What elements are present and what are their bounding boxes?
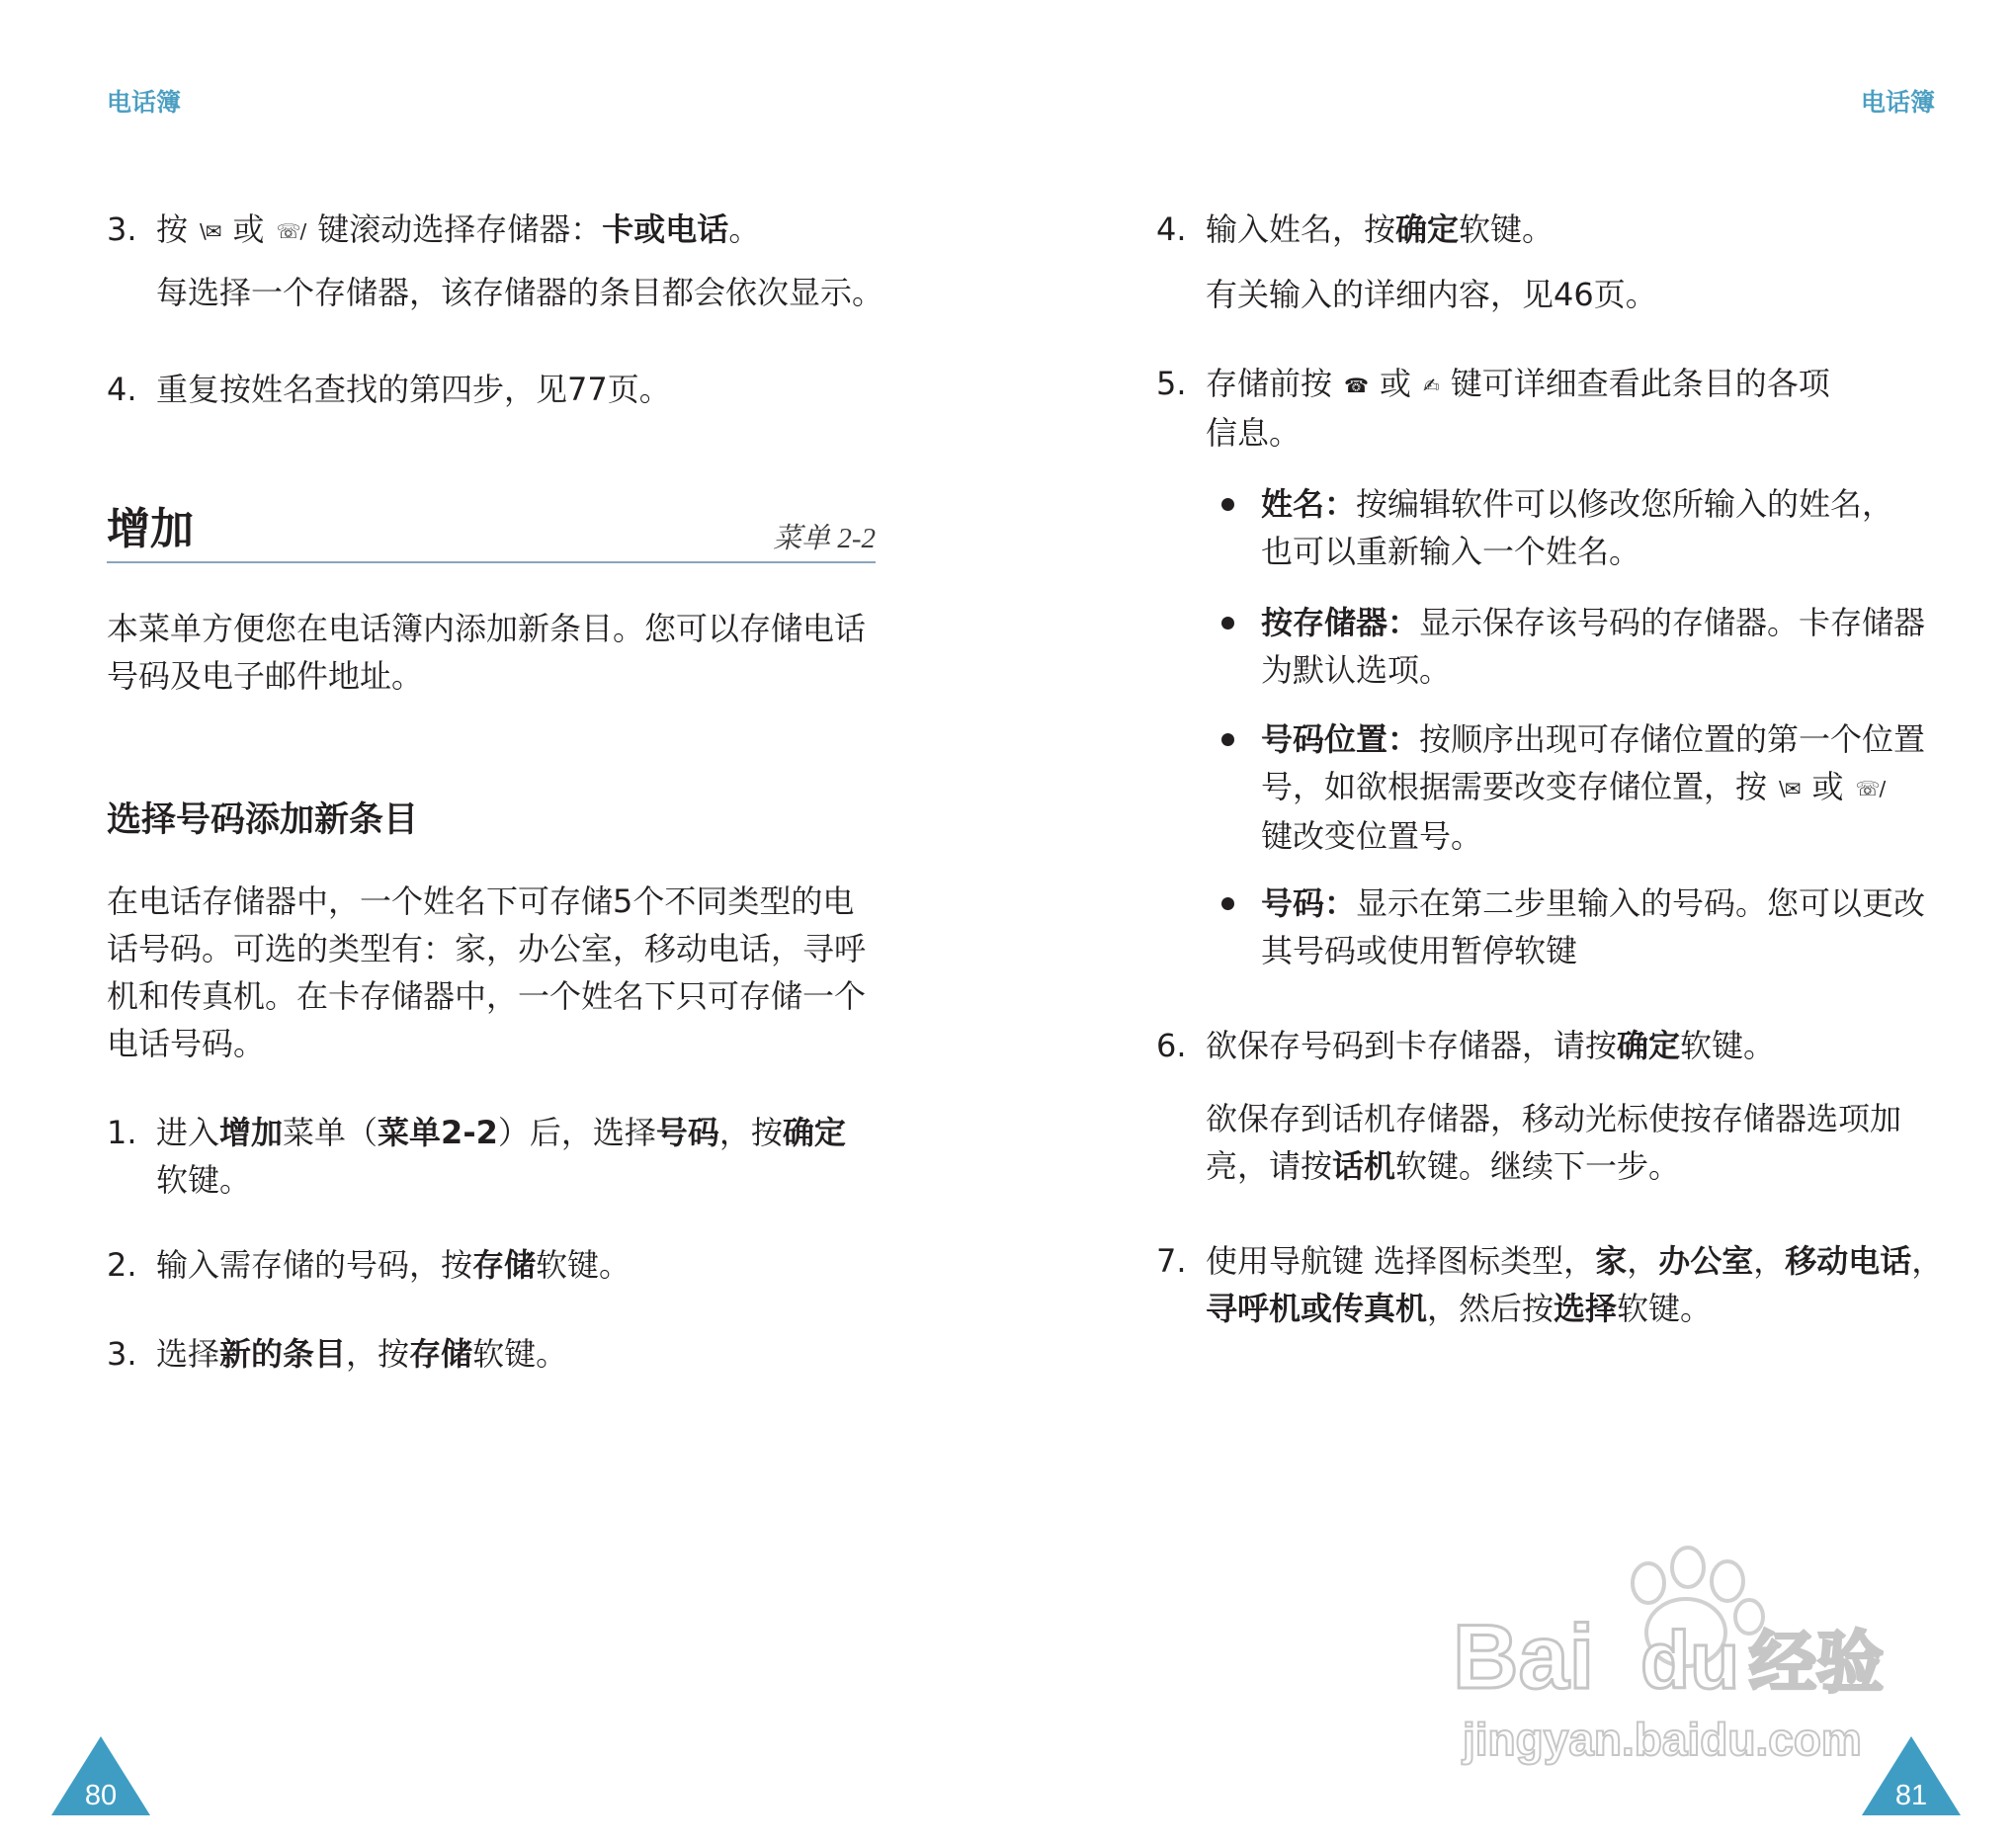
sub-heading: 选择号码添加新条目 [107,800,419,840]
step-5-view-details: 5. 存储前按 ☎ 或 ✍ 键可详细查看此条目的各项 信息。 [1156,360,1947,457]
paw-logo-icon [1433,1542,1927,1779]
section-title: 增加 [107,504,194,554]
step-4-repeat: 4. 重复按姓名查找的第四步，见77页。 [107,371,671,408]
step-7-icon-type: 7. 使用导航键 选择图标类型，家，办公室，移动电话， 寻呼机或传真机，然后按选择软键。 [1156,1242,1944,1327]
step-6-note: 欲保存到话机存储器，移动光标使按存储器选项加 亮，请按话机软键。继续下一步。 [1206,1100,1902,1185]
watermark-brand: Bai [1453,1607,1595,1708]
volume-down-key-icon: ☏/ [276,219,306,243]
page-number: 80 [84,1780,118,1811]
bullet-name: 姓名：按编辑软件可以修改您所输入的姓名， 也可以重新输入一个姓名。 [1206,480,2012,575]
volume-up-key-icon: \✉ [200,219,221,243]
bullet-dot-icon [1221,897,1234,910]
bullet-dot-icon [1221,617,1234,629]
bullet-dot-icon [1221,733,1234,746]
watermark-brand-cn: 经验 [1749,1625,1885,1703]
step-6-save-card: 6. 欲保存号码到卡存储器，请按确定软键。 [1156,1027,1776,1064]
step-3-note: 每选择一个存储器，该存储器的条目都会依次显示。 [156,274,884,311]
phone-memory-paragraph: 在电话存储器中，一个姓名下可存储5个不同类型的电 话号码。可选的类型有：家，办公室，移动电话，寻呼 机和传真机。在卡存储器中，一个姓名下只可存储一个 电话号码。 [107,882,867,1062]
bullet-location: 号码位置：按顺序出现可存储位置的第一个位置 号，如欲根据需要改变存储位置，按 \✉ 或 ☏/ 键改变位置号。 [1206,715,2012,860]
volume-up-key-icon: \✉ [1779,777,1801,800]
step-3-scroll-memory: 3. 按 \✉ 或 ☏/ 键滚动选择存储器：卡或电话。 [107,206,897,255]
menu-reference: 菜单 2-2 [773,523,876,554]
phonebook-key-icon: ☎ [1344,374,1368,397]
step-number: 3. [107,210,137,248]
running-head-left: 电话簿 [107,88,182,117]
ok-key-icon: ✍ [1422,374,1439,397]
volume-down-key-icon: ☏/ [1855,777,1886,800]
step-4-note: 有关输入的详细内容，见46页。 [1206,276,1657,313]
page-number-badge-left [51,1736,150,1815]
bullet-number: 号码：显示在第二步里输入的号码。您可以更改 其号码或使用暂停软键 [1206,880,2012,974]
baidu-jingyan-watermark [1433,1542,1927,1779]
add-step-1: 1. 进入增加菜单（菜单2-2）后，选择号码，按确定 软键。 [107,1114,846,1199]
add-step-2: 2. 输入需存储的号码，按存储软键。 [107,1246,631,1284]
step-4-enter-name: 4. 输入姓名，按确定软键。 [1156,210,1554,248]
page-number: 81 [1894,1780,1928,1811]
watermark-brand-du: du [1640,1616,1740,1706]
bullet-dot-icon [1221,498,1234,511]
section-intro: 本菜单方便您在电话簿内添加新条目。您可以存储电话 号码及电子邮件地址。 [107,610,867,695]
section-header [107,502,876,563]
running-head-right: 电话簿 [1860,88,1935,117]
watermark-url: jingyan.baidu.com [1463,1714,1862,1765]
bullet-memory: 按存储器：显示保存该号码的存储器。卡存储器 为默认选项。 [1206,599,2012,694]
add-step-3: 3. 选择新的条目，按存储软键。 [107,1335,568,1373]
